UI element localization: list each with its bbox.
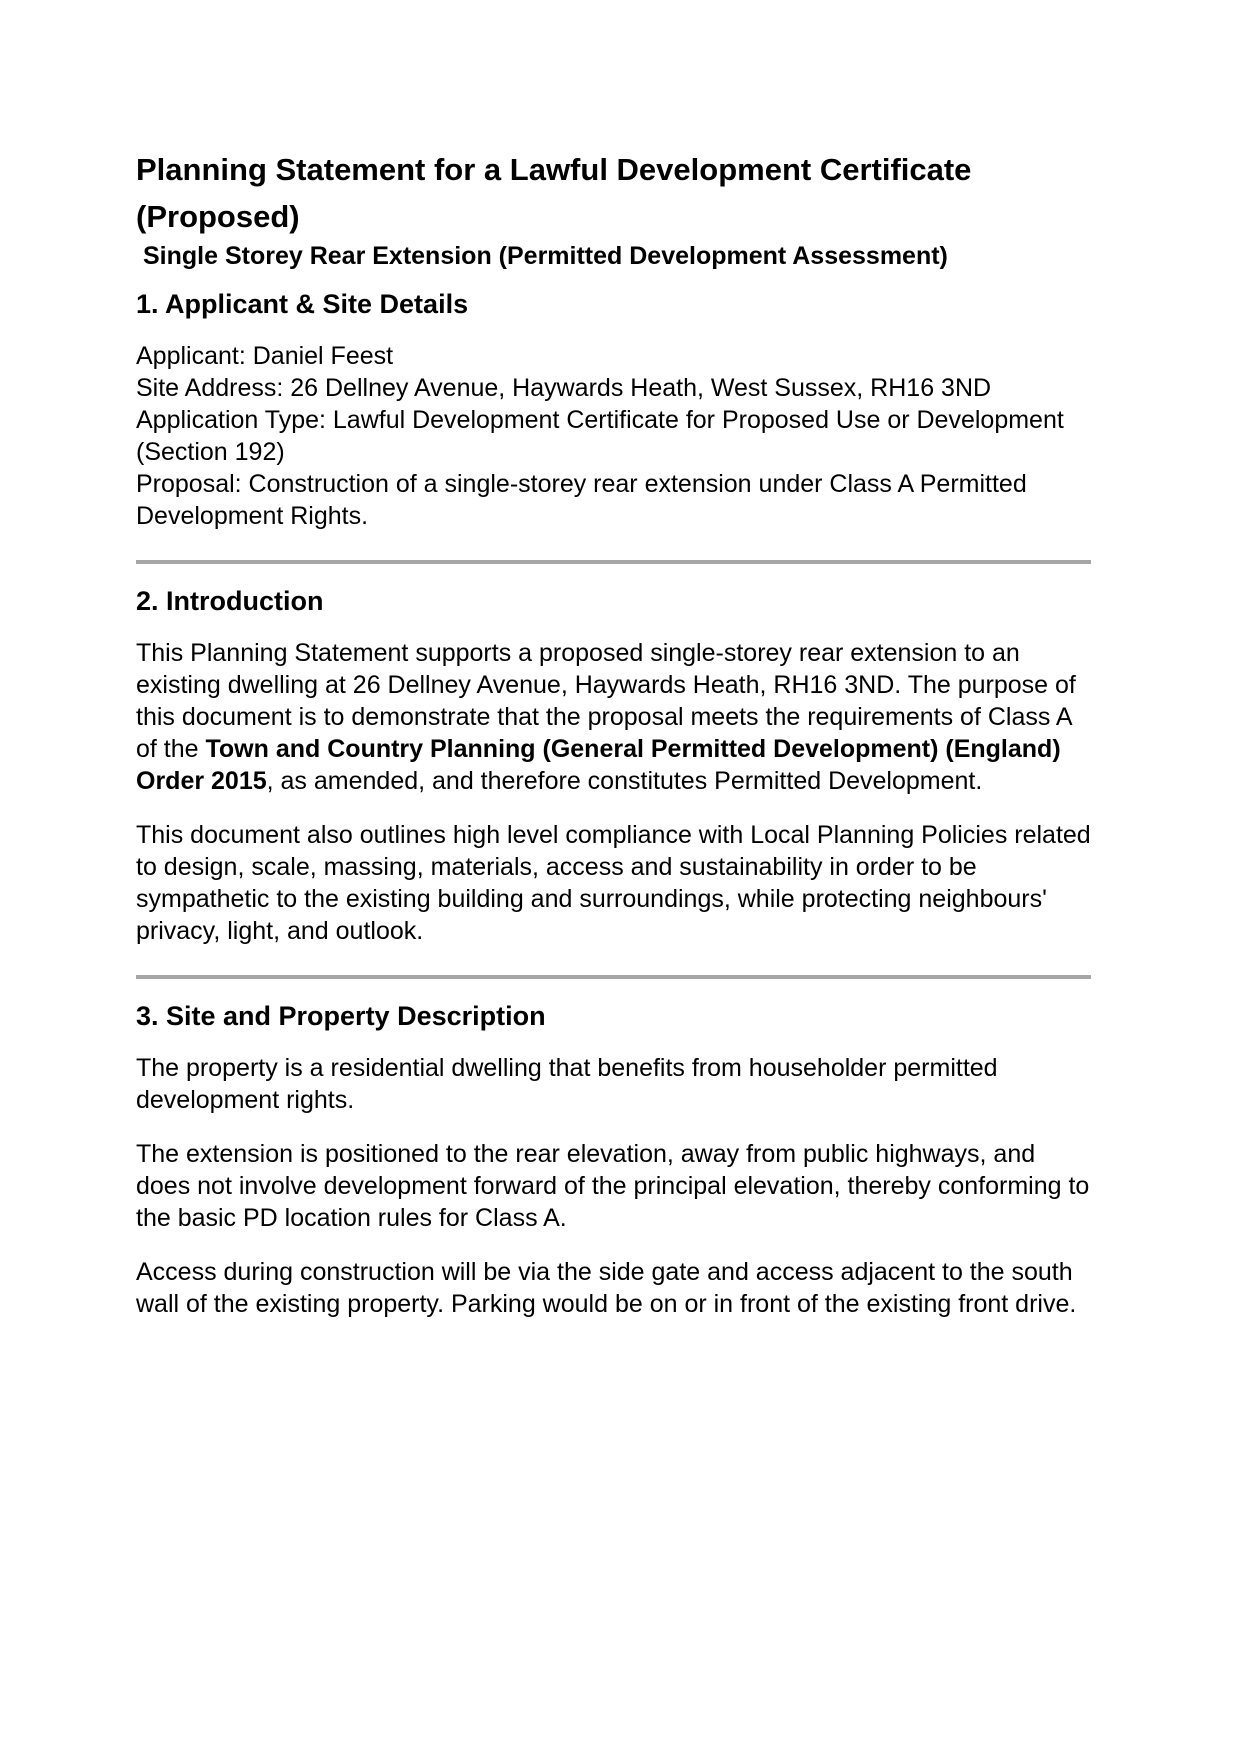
introduction-paragraph-1-text: This Planning Statement supports a proposed single-storey rear extension to an existing dwelling at 26 Dellney Avenue, Haywards Heath, RH16 3ND. The purpose of this document is to demonstrate that the proposal meets the requirements of Class A of the [136,639,1076,763]
introduction-paragraph-2: This document also outlines high level compliance with Local Planning Policies related to design, scale, massing, materials, access and sustainability in order to be sympathetic to the existing building and surroundings, while protecting neighbours' privacy, light, and outlook. [136,821,1091,945]
property-description-paragraph: The property is a residential dwelling that benefits from householder permitted development rights. [136,1054,998,1114]
section-divider-1 [136,560,1091,564]
construction-access-paragraph: Access during construction will be via the side gate and access adjacent to the south wall of the existing property. Parking would be on or in front of the existing front drive. [136,1258,1077,1318]
extension-position-paragraph: The extension is positioned to the rear elevation, away from public highways, and does not involve development forward of the principal elevation, thereby conforming to the basic PD location rules for Class A. [136,1140,1090,1232]
section-1-heading: 1. Applicant & Site Details [136,289,469,319]
document-title: Planning Statement for a Lawful Development Certificate (Proposed) [136,152,972,234]
applicant-site-details [136,340,1091,532]
site-address-line: Site Address: 26 Dellney Avenue, Haywards Heath, West Sussex, RH16 3ND [136,374,992,402]
proposal-line: Proposal: Construction of a single-storey rear extension under Class A Permitted Development Rights. [136,470,1027,530]
introduction-paragraph-1-tail: , as amended, and therefore constitutes Permitted Development. [266,767,983,795]
applicant-line: Applicant: Daniel Feest [136,342,394,370]
section-2-heading: 2. Introduction [136,586,324,616]
application-type-line: Application Type: Lawful Development Certificate for Proposed Use or Development (Section 192) [136,406,1064,466]
gpdo-order-2015-bold-text: Town and Country Planning (General Permitted Development) (England) Order 2015 [136,735,1061,795]
document-subtitle: Single Storey Rear Extension (Permitted Development Assessment) [143,242,948,270]
section-3-heading: 3. Site and Property Description [136,1001,546,1031]
introduction-paragraph-1 [136,637,1091,797]
section-divider-2 [136,975,1091,979]
